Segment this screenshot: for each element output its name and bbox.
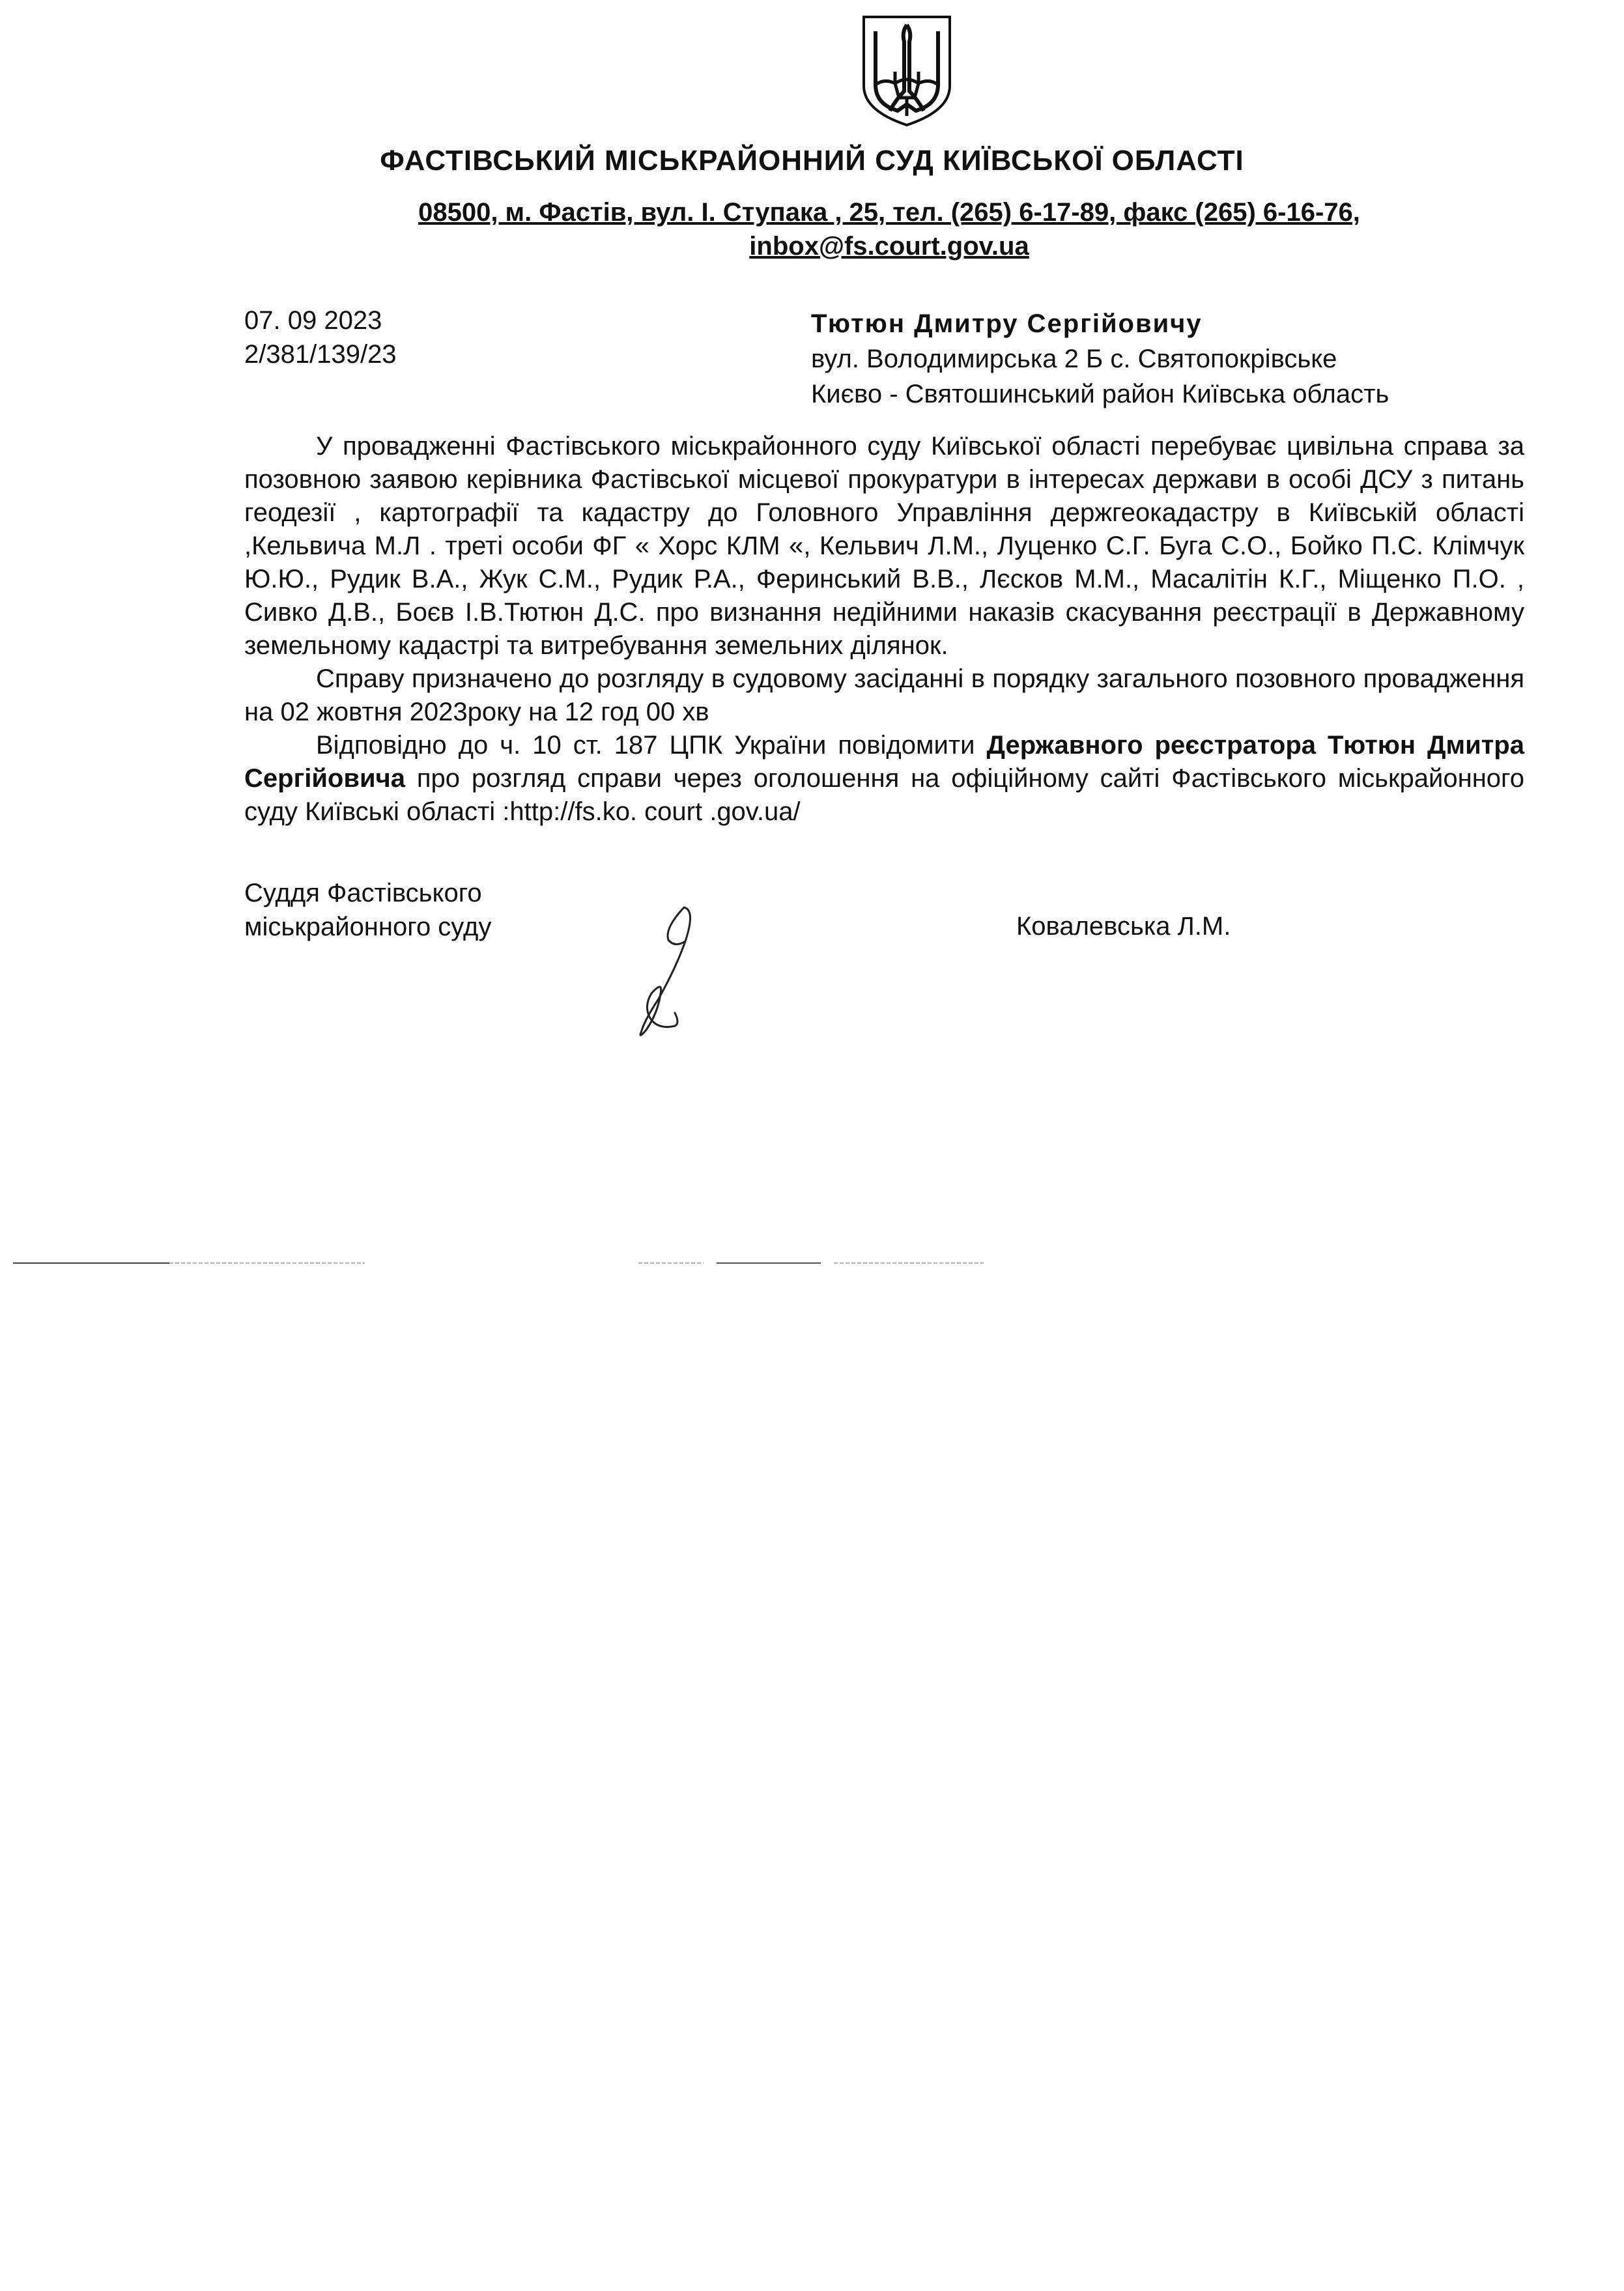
letter-body bbox=[244, 430, 1524, 829]
addressee-name: Тютюн Дмитру Сергійовичу bbox=[811, 309, 1203, 338]
judge-name: Ковалевська Л.М. bbox=[1016, 912, 1231, 941]
body-paragraph: У провадженні Фастівського міськрайонного суду Київської області перебуває цивільна справа за позовною заявою керівника Фастівської місцевої прокуратури в інтересах держави в особі ДСУ з питань геодезії , картографії та кадастру до Головного Управління держгеокадастру в Київській області ,Кельвича М.Л . треті особи ФГ « Хорс КЛМ «, Кельвич Л.М., Луценко С.Г. Буга С.О., Бойко П.С. Клімчук Ю.Ю., Рудик В.А., Жук С.М., Рудик Р.А., Феринський В.В., Лєсков М.М., Масалітін К.Г., Міщенко П.О. , Сивко Д.В., Боєв І.В.Тютюн Д.С. про визнання недійними наказів скасування реєстрації в Державному земельному кадастрі та витребування земельних ділянок. bbox=[244, 432, 1524, 660]
addressee-block bbox=[811, 306, 1389, 412]
case-reference: 2/381/139/23 bbox=[244, 340, 397, 369]
registrar-name: Державного реєстратора Тютюн Дмитра Сергійовича bbox=[244, 731, 1524, 793]
court-email: inbox@fs.court.gov.ua bbox=[749, 232, 1029, 261]
judge-title-line: Суддя Фастівського bbox=[244, 879, 482, 907]
scan-artifact-lines bbox=[13, 1260, 990, 1266]
court-name: ФАСТІВСЬКИЙ МІСЬКРАЙОННИЙ СУД КИЇВСЬКОЇ ОБЛАСТІ bbox=[380, 145, 1244, 177]
addressee-region: Києво - Святошинський район Київська область bbox=[811, 380, 1389, 408]
court-address-line: 08500, м. Фастів, вул. І. Ступака , 25, тел. (265) 6-17-89, факс (265) 6-16-76, bbox=[418, 198, 1360, 227]
body-paragraph: Справу призначено до розгляду в судовому засіданні в порядку загального позовного провадження на 02 жовтня 2023року на 12 год 00 хв bbox=[244, 664, 1524, 726]
handwritten-signature bbox=[612, 902, 710, 1046]
body-paragraph bbox=[244, 729, 1524, 829]
judge-title-line: міськрайонного суду bbox=[244, 913, 492, 941]
paragraph-text: Відповідно до ч. 10 ст. 187 ЦПК України повідомити bbox=[316, 731, 987, 760]
letter-date: 07. 09 2023 bbox=[244, 306, 382, 335]
court-address bbox=[381, 195, 1397, 263]
coat-of-arms-icon bbox=[859, 13, 955, 129]
addressee-street: вул. Володимирська 2 Б с. Святопокрівське bbox=[811, 345, 1337, 373]
paragraph-text: про розгляд справи через оголошення на офіційному сайті Фастівського міськрайонного суду Київські області :http://fs.ko. court .gov.ua/ bbox=[244, 764, 1524, 826]
judge-title bbox=[244, 876, 491, 944]
